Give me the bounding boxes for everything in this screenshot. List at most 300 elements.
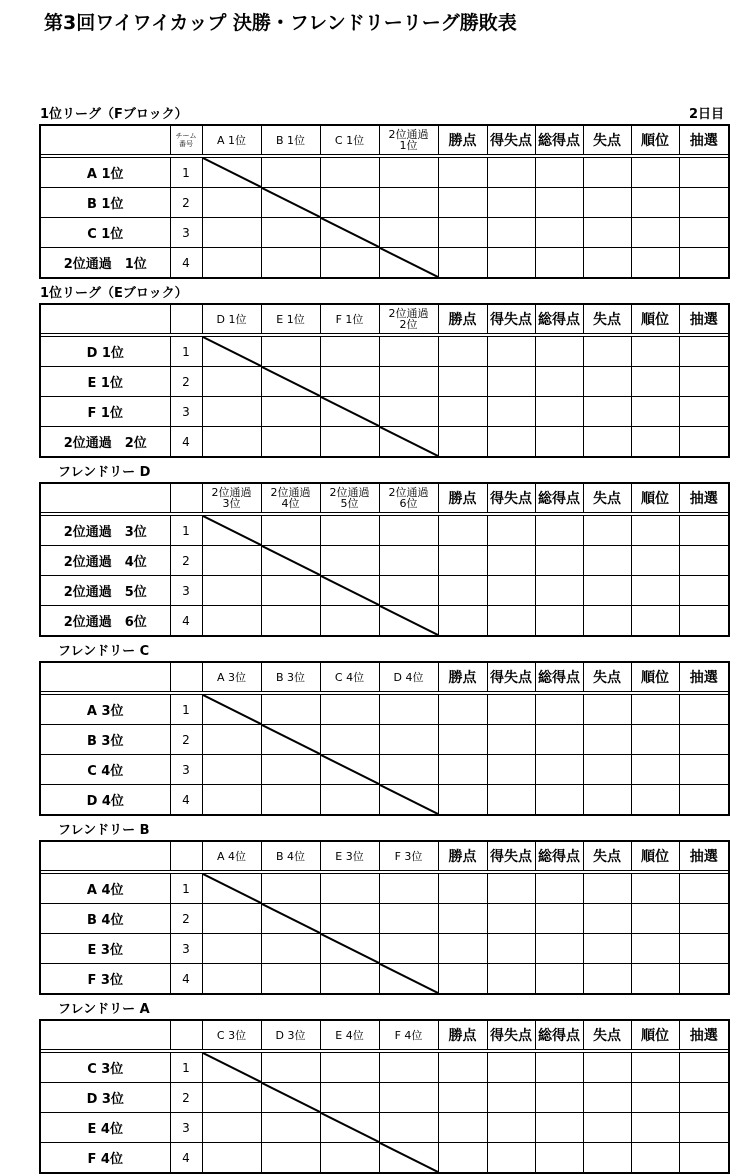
stat-cell	[487, 934, 535, 964]
stat-cell	[631, 695, 679, 725]
team-number: 2	[170, 725, 202, 755]
team-row	[40, 1113, 729, 1143]
match-result-cell	[261, 397, 320, 427]
stat-cell	[679, 158, 729, 188]
stat-header: 順位	[631, 483, 679, 513]
stat-cell	[487, 218, 535, 248]
team-name: 2位通過 1位	[40, 248, 170, 279]
stat-cell	[438, 516, 487, 546]
match-result-cell	[379, 1053, 438, 1083]
stat-cell	[631, 1053, 679, 1083]
team-number: 3	[170, 397, 202, 427]
stat-header: 得失点	[487, 483, 535, 513]
team-number: 2	[170, 367, 202, 397]
match-result-cell	[202, 1143, 261, 1174]
match-result-cell	[320, 367, 379, 397]
stat-cell	[631, 1113, 679, 1143]
self-match-cell	[202, 1053, 261, 1083]
stat-cell	[438, 755, 487, 785]
diagonal-line	[321, 1113, 379, 1142]
opponent-header: C 3位	[202, 1020, 261, 1050]
match-result-cell	[379, 874, 438, 904]
stat-cell	[438, 546, 487, 576]
stat-cell	[679, 874, 729, 904]
team-number: 3	[170, 576, 202, 606]
diagonal-line	[262, 904, 320, 933]
stat-header: 失点	[583, 304, 631, 334]
block-label: 1位リーグ（Eブロック）	[40, 286, 188, 301]
self-match-cell	[261, 725, 320, 755]
stat-cell	[487, 904, 535, 934]
stat-cell	[631, 516, 679, 546]
team-name: D 4位	[40, 785, 170, 816]
team-name: 2位通過 3位	[40, 516, 170, 546]
self-match-cell	[261, 188, 320, 218]
self-match-cell	[202, 695, 261, 725]
team-name: 2位通過 5位	[40, 576, 170, 606]
team-name: 2位通過 6位	[40, 606, 170, 637]
stat-cell	[438, 1143, 487, 1174]
team-number-header	[170, 841, 202, 871]
team-number: 4	[170, 248, 202, 279]
match-result-cell	[379, 1113, 438, 1143]
diagonal-line	[203, 158, 261, 187]
self-match-cell	[379, 427, 438, 458]
league-block	[39, 823, 728, 995]
stat-cell	[438, 785, 487, 816]
stat-cell	[679, 1053, 729, 1083]
diagonal-line	[203, 516, 261, 545]
opponent-header: 2位通過 2位	[379, 304, 438, 334]
stat-cell	[535, 188, 583, 218]
team-number: 1	[170, 874, 202, 904]
team-number: 2	[170, 546, 202, 576]
stat-cell	[631, 904, 679, 934]
stat-header: 失点	[583, 483, 631, 513]
opponent-header: 2位通過 6位	[379, 483, 438, 513]
match-result-cell	[261, 755, 320, 785]
stat-cell	[631, 1083, 679, 1113]
self-match-cell	[379, 964, 438, 995]
stat-cell	[438, 576, 487, 606]
stat-cell	[535, 1053, 583, 1083]
match-result-cell	[261, 1113, 320, 1143]
stat-cell	[631, 725, 679, 755]
stat-cell	[438, 934, 487, 964]
stat-cell	[679, 397, 729, 427]
match-result-cell	[320, 158, 379, 188]
match-result-cell	[379, 397, 438, 427]
stat-cell	[487, 337, 535, 367]
stat-cell	[535, 158, 583, 188]
stat-cell	[487, 1083, 535, 1113]
stat-header: 得失点	[487, 304, 535, 334]
stat-cell	[583, 964, 631, 995]
stat-cell	[487, 546, 535, 576]
stat-cell	[679, 248, 729, 279]
team-row	[40, 1083, 729, 1113]
stat-cell	[535, 934, 583, 964]
match-result-cell	[320, 546, 379, 576]
stat-cell	[438, 158, 487, 188]
opponent-header: D 4位	[379, 662, 438, 692]
stat-header: 総得点	[535, 304, 583, 334]
match-result-cell	[261, 1143, 320, 1174]
stat-cell	[535, 546, 583, 576]
stat-cell	[438, 248, 487, 279]
stat-cell	[487, 755, 535, 785]
stat-cell	[583, 695, 631, 725]
team-number: 3	[170, 934, 202, 964]
stat-cell	[487, 397, 535, 427]
stat-cell	[535, 427, 583, 458]
stat-cell	[631, 427, 679, 458]
opponent-header: E 4位	[320, 1020, 379, 1050]
stat-header: 順位	[631, 662, 679, 692]
match-result-cell	[379, 725, 438, 755]
match-result-cell	[320, 725, 379, 755]
league-table	[39, 482, 730, 637]
stat-header: 勝点	[438, 304, 487, 334]
stat-cell	[535, 1113, 583, 1143]
self-match-cell	[261, 1083, 320, 1113]
match-result-cell	[261, 576, 320, 606]
stat-cell	[535, 606, 583, 637]
stat-header: 勝点	[438, 841, 487, 871]
stat-header: 抽選	[679, 483, 729, 513]
match-result-cell	[202, 904, 261, 934]
match-result-cell	[261, 248, 320, 279]
league-block	[39, 286, 728, 458]
stat-cell	[583, 874, 631, 904]
opponent-header: D 1位	[202, 304, 261, 334]
team-number-header	[170, 304, 202, 334]
team-number: 3	[170, 755, 202, 785]
match-result-cell	[379, 755, 438, 785]
stat-cell	[438, 337, 487, 367]
team-row	[40, 397, 729, 427]
self-match-cell	[202, 516, 261, 546]
stat-cell	[631, 755, 679, 785]
match-result-cell	[379, 516, 438, 546]
opponent-header: A 1位	[202, 125, 261, 155]
league-table	[39, 1019, 730, 1174]
diagonal-line	[321, 934, 379, 963]
stat-cell	[679, 576, 729, 606]
opponent-header: D 3位	[261, 1020, 320, 1050]
stat-cell	[535, 755, 583, 785]
stat-cell	[583, 337, 631, 367]
stat-cell	[631, 874, 679, 904]
self-match-cell	[202, 337, 261, 367]
stat-cell	[583, 397, 631, 427]
match-result-cell	[202, 964, 261, 995]
stat-header: 抽選	[679, 125, 729, 155]
match-result-cell	[261, 606, 320, 637]
match-result-cell	[202, 576, 261, 606]
team-name: F 1位	[40, 397, 170, 427]
opponent-header: F 1位	[320, 304, 379, 334]
stat-header: 得失点	[487, 662, 535, 692]
team-name: D 1位	[40, 337, 170, 367]
opponent-header: A 3位	[202, 662, 261, 692]
self-match-cell	[379, 606, 438, 637]
header-blank-cell	[40, 483, 170, 513]
diagonal-line	[203, 874, 261, 903]
team-name: E 3位	[40, 934, 170, 964]
stat-cell	[535, 397, 583, 427]
team-number: 4	[170, 427, 202, 458]
match-result-cell	[320, 337, 379, 367]
team-name: B 4位	[40, 904, 170, 934]
stat-cell	[487, 695, 535, 725]
team-name: E 4位	[40, 1113, 170, 1143]
stat-cell	[631, 576, 679, 606]
stat-cell	[535, 576, 583, 606]
match-result-cell	[261, 427, 320, 458]
team-number: 1	[170, 158, 202, 188]
diagonal-line	[262, 188, 320, 217]
diagonal-line	[321, 576, 379, 605]
stat-cell	[631, 218, 679, 248]
stat-cell	[631, 397, 679, 427]
team-row	[40, 337, 729, 367]
opponent-header: E 1位	[261, 304, 320, 334]
stat-cell	[631, 546, 679, 576]
stat-cell	[679, 725, 729, 755]
stat-cell	[679, 755, 729, 785]
opponent-header: 2位通過 5位	[320, 483, 379, 513]
match-result-cell	[202, 427, 261, 458]
team-number: 4	[170, 964, 202, 995]
team-name: C 3位	[40, 1053, 170, 1083]
match-result-cell	[320, 964, 379, 995]
match-result-cell	[202, 367, 261, 397]
team-number: 4	[170, 606, 202, 637]
opponent-header: B 1位	[261, 125, 320, 155]
team-number: 1	[170, 516, 202, 546]
stat-cell	[487, 427, 535, 458]
team-row	[40, 695, 729, 725]
team-row	[40, 516, 729, 546]
match-result-cell	[261, 934, 320, 964]
team-row	[40, 367, 729, 397]
team-row	[40, 1053, 729, 1083]
match-result-cell	[202, 725, 261, 755]
stat-cell	[535, 785, 583, 816]
stat-cell	[583, 427, 631, 458]
team-row	[40, 725, 729, 755]
team-name: A 1位	[40, 158, 170, 188]
stat-header: 失点	[583, 1020, 631, 1050]
stat-cell	[583, 218, 631, 248]
stat-cell	[679, 1113, 729, 1143]
diagonal-line	[203, 1053, 261, 1082]
block-label: 1位リーグ（Fブロック）	[40, 107, 188, 122]
stat-cell	[438, 725, 487, 755]
stat-header: 抽選	[679, 1020, 729, 1050]
match-result-cell	[261, 337, 320, 367]
stat-cell	[583, 904, 631, 934]
stat-cell	[631, 934, 679, 964]
stat-cell	[679, 606, 729, 637]
team-row	[40, 904, 729, 934]
match-result-cell	[202, 218, 261, 248]
stat-cell	[679, 188, 729, 218]
stat-cell	[438, 695, 487, 725]
team-number: 2	[170, 188, 202, 218]
team-number: 3	[170, 218, 202, 248]
stat-cell	[583, 606, 631, 637]
diagonal-line	[321, 218, 379, 247]
stat-cell	[487, 725, 535, 755]
team-row	[40, 785, 729, 816]
header-blank-cell	[40, 1020, 170, 1050]
stat-cell	[583, 1143, 631, 1174]
stat-cell	[487, 158, 535, 188]
stat-cell	[583, 785, 631, 816]
diagonal-line	[380, 606, 438, 635]
match-result-cell	[202, 755, 261, 785]
match-result-cell	[379, 1083, 438, 1113]
stat-header: 順位	[631, 1020, 679, 1050]
opponent-header: C 1位	[320, 125, 379, 155]
stat-cell	[535, 1083, 583, 1113]
stat-header: 勝点	[438, 1020, 487, 1050]
stat-cell	[487, 964, 535, 995]
team-number: 1	[170, 695, 202, 725]
match-result-cell	[202, 606, 261, 637]
team-row	[40, 218, 729, 248]
stat-header: 勝点	[438, 483, 487, 513]
team-number: 4	[170, 1143, 202, 1174]
match-result-cell	[202, 934, 261, 964]
stat-cell	[487, 785, 535, 816]
stat-cell	[631, 606, 679, 637]
stat-cell	[679, 427, 729, 458]
stat-cell	[487, 1053, 535, 1083]
league-block	[39, 465, 728, 637]
stat-cell	[631, 188, 679, 218]
stat-cell	[487, 248, 535, 279]
team-row	[40, 606, 729, 637]
stat-cell	[535, 367, 583, 397]
block-label: フレンドリー B	[58, 823, 150, 838]
opponent-header: B 3位	[261, 662, 320, 692]
diagonal-line	[321, 755, 379, 784]
match-result-cell	[379, 188, 438, 218]
league-block	[39, 1002, 728, 1174]
self-match-cell	[320, 576, 379, 606]
league-block	[39, 644, 728, 816]
diagonal-line	[380, 964, 438, 993]
team-name: 2位通過 2位	[40, 427, 170, 458]
stat-cell	[438, 218, 487, 248]
team-row	[40, 188, 729, 218]
stat-cell	[535, 904, 583, 934]
match-result-cell	[202, 1113, 261, 1143]
stat-cell	[679, 1083, 729, 1113]
team-row	[40, 248, 729, 279]
stat-header: 順位	[631, 125, 679, 155]
opponent-header: A 4位	[202, 841, 261, 871]
stat-cell	[679, 785, 729, 816]
stat-cell	[679, 516, 729, 546]
opponent-header: E 3位	[320, 841, 379, 871]
team-number: 1	[170, 337, 202, 367]
match-result-cell	[320, 1083, 379, 1113]
stat-cell	[679, 695, 729, 725]
team-name: F 3位	[40, 964, 170, 995]
team-name: B 3位	[40, 725, 170, 755]
team-row	[40, 874, 729, 904]
stat-cell	[631, 337, 679, 367]
stat-header: 順位	[631, 841, 679, 871]
stat-cell	[583, 725, 631, 755]
diagonal-line	[262, 1083, 320, 1112]
team-name: A 4位	[40, 874, 170, 904]
team-number: 1	[170, 1053, 202, 1083]
stat-cell	[438, 1053, 487, 1083]
stat-cell	[438, 606, 487, 637]
stat-cell	[487, 874, 535, 904]
stat-cell	[583, 1083, 631, 1113]
stat-cell	[583, 367, 631, 397]
match-result-cell	[202, 248, 261, 279]
stat-cell	[487, 606, 535, 637]
match-result-cell	[320, 1143, 379, 1174]
team-row	[40, 934, 729, 964]
stat-cell	[438, 427, 487, 458]
self-match-cell	[320, 934, 379, 964]
stat-cell	[535, 874, 583, 904]
stat-cell	[438, 188, 487, 218]
stat-header: 失点	[583, 125, 631, 155]
stat-cell	[679, 218, 729, 248]
team-number-header: チーム 番号	[170, 125, 202, 155]
stat-cell	[583, 755, 631, 785]
team-name: 2位通過 4位	[40, 546, 170, 576]
stat-cell	[631, 158, 679, 188]
stat-cell	[583, 248, 631, 279]
stat-cell	[679, 904, 729, 934]
match-result-cell	[320, 785, 379, 816]
team-row	[40, 1143, 729, 1174]
stat-header: 勝点	[438, 662, 487, 692]
day-label: 2日目	[688, 107, 724, 122]
league-table	[39, 124, 730, 279]
stat-cell	[487, 367, 535, 397]
team-row	[40, 158, 729, 188]
team-name: B 1位	[40, 188, 170, 218]
stat-cell	[535, 248, 583, 279]
stat-cell	[535, 725, 583, 755]
self-match-cell	[261, 367, 320, 397]
self-match-cell	[379, 785, 438, 816]
diagonal-line	[321, 397, 379, 426]
stat-cell	[631, 248, 679, 279]
match-result-cell	[379, 546, 438, 576]
match-result-cell	[261, 1053, 320, 1083]
stat-cell	[583, 516, 631, 546]
match-result-cell	[379, 934, 438, 964]
team-row	[40, 755, 729, 785]
diagonal-line	[380, 1143, 438, 1172]
team-row	[40, 964, 729, 995]
stat-cell	[438, 1083, 487, 1113]
self-match-cell	[261, 546, 320, 576]
diagonal-line	[203, 695, 261, 724]
